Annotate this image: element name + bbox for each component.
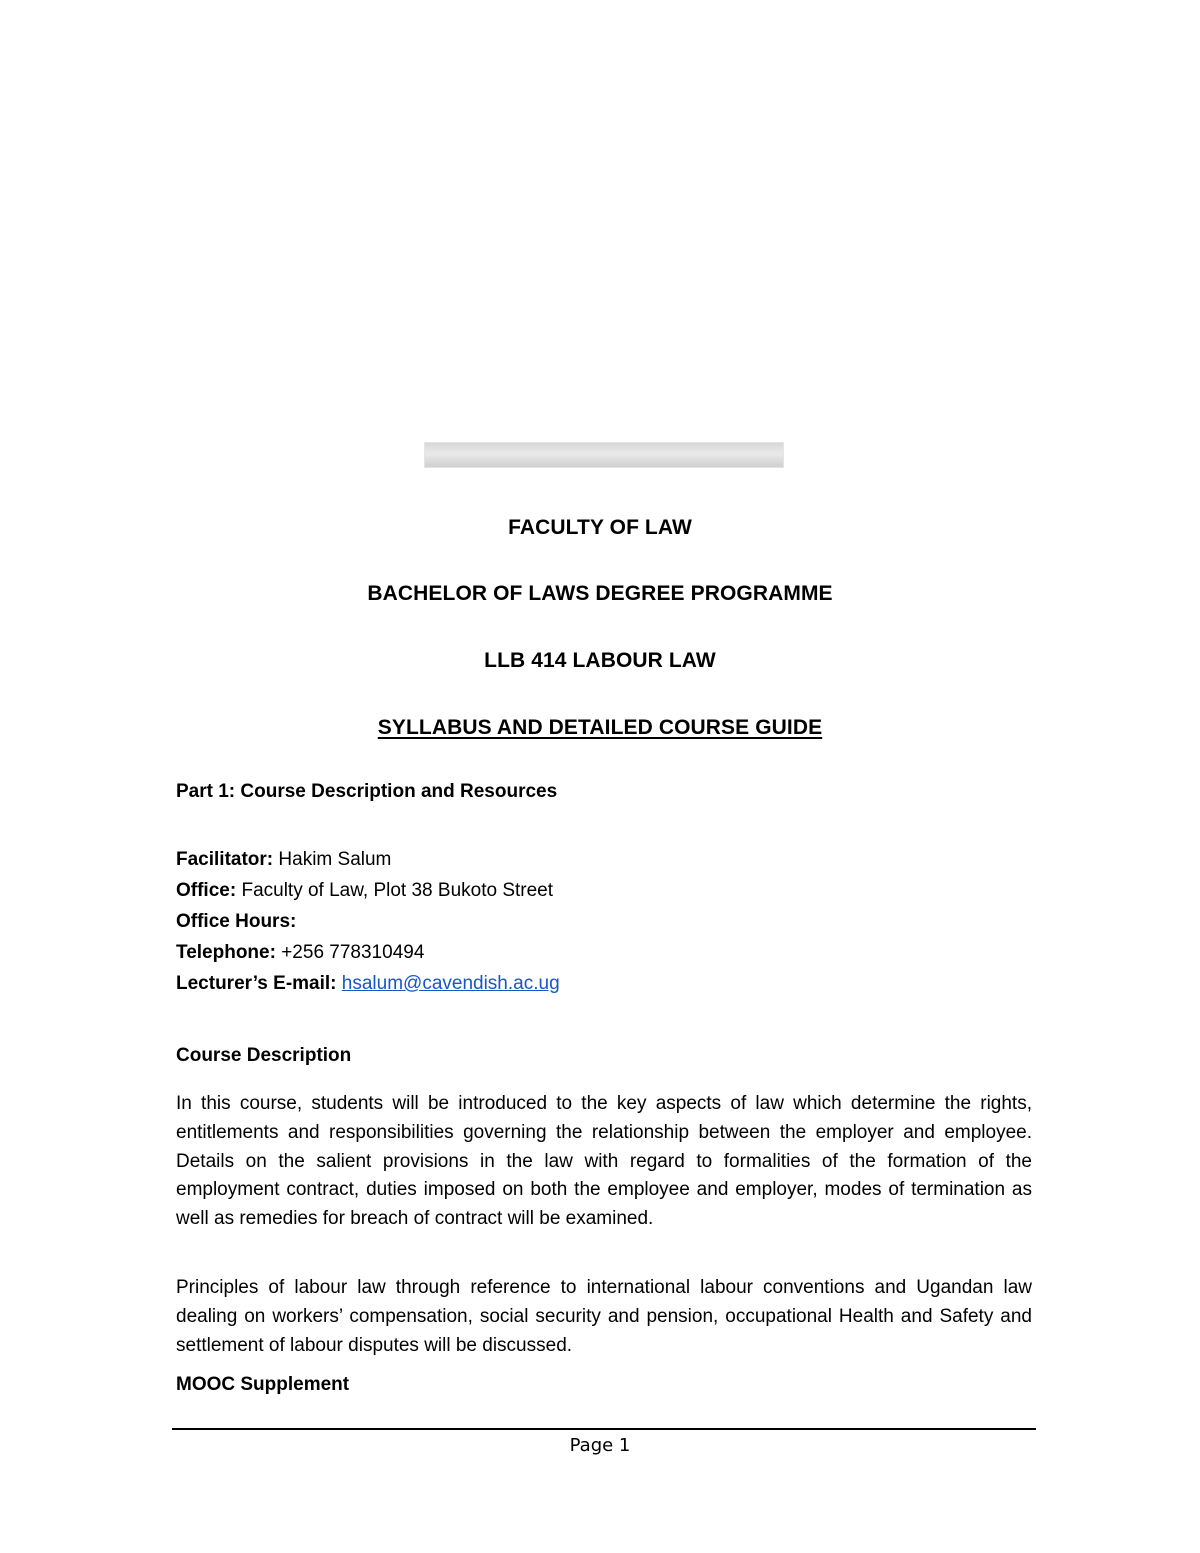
course-description-title: Course Description: [176, 1045, 352, 1066]
course-description-paragraph-2: Principles of labour law through reference to international labour conventions and Ugandan law dealing on workers’ compensation, social security and pension, occupational Health and Safety and settlement of labour disputes will be discussed.: [176, 1277, 1032, 1356]
office-hours-label: Office Hours:: [176, 911, 297, 932]
telephone-value: +256 778310494: [275, 942, 425, 963]
part-title: Part 1: Course Description and Resources: [176, 781, 558, 802]
faculty-heading: FACULTY OF LAW: [508, 516, 692, 539]
programme-heading: BACHELOR OF LAWS DEGREE PROGRAMME: [367, 582, 833, 605]
footer-divider: [172, 1428, 1036, 1430]
mooc-supplement-title: MOOC Supplement: [176, 1374, 350, 1395]
email-label: Lecturer’s E-mail:: [176, 973, 337, 994]
course-heading: LLB 414 LABOUR LAW: [484, 649, 716, 672]
contact-block: [176, 844, 560, 999]
facilitator-value: Hakim Salum: [273, 849, 392, 870]
course-description-paragraph-1: In this course, students will be introduced to the key aspects of law which determine the rights, entitlements and responsibilities governing the relationship between the employer and employee. Details on the salient provisions in the law with regard to formalities of the formation of the employment contract, duties imposed on both the employee and employer, modes of termination as well as remedies for breach of contract will be examined.: [176, 1093, 1032, 1230]
office-label: Office:: [176, 880, 237, 901]
office-row: [176, 875, 560, 906]
guide-title: SYLLABUS AND DETAILED COURSE GUIDE: [377, 716, 823, 739]
email-link[interactable]: hsalum@cavendish.ac.ug: [341, 973, 560, 994]
office-hours-row: [176, 906, 560, 937]
facilitator-row: [176, 844, 560, 875]
facilitator-label: Facilitator:: [176, 849, 274, 870]
telephone-row: [176, 937, 560, 968]
email-row: [176, 968, 560, 999]
telephone-label: Telephone:: [176, 942, 276, 963]
logo-banner-image: [424, 442, 784, 468]
page-number: Page 1: [569, 1435, 631, 1456]
office-value: Faculty of Law, Plot 38 Bukoto Street: [236, 880, 554, 901]
